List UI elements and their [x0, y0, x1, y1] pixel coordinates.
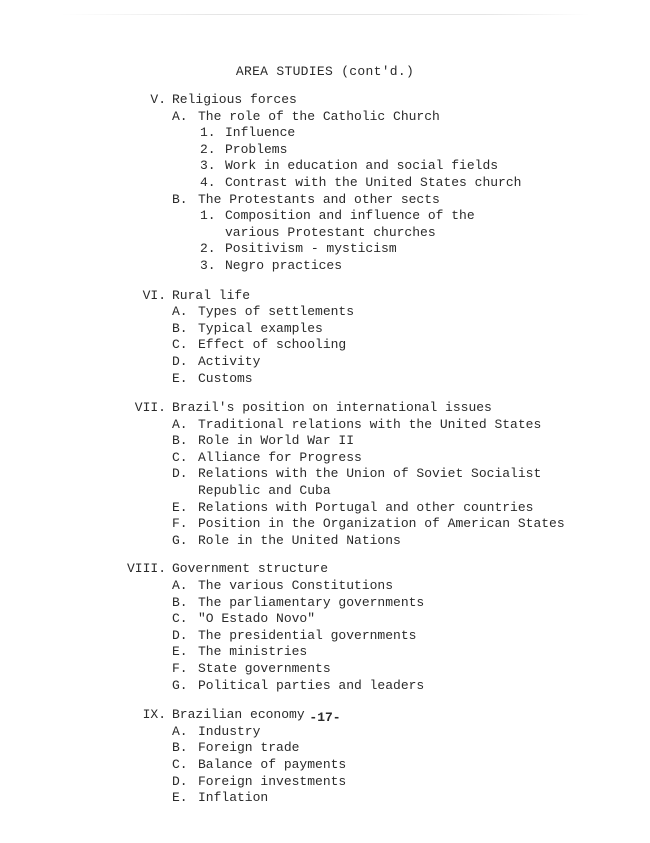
outline-subitem — [0, 142, 650, 159]
outline-subitem — [0, 208, 650, 241]
item-text: Foreign investments — [198, 773, 347, 789]
item-text: Foreign trade — [198, 740, 300, 756]
item-text: The parliamentary governments — [198, 594, 425, 610]
outline-subitem — [0, 125, 650, 142]
outline-item — [0, 774, 650, 791]
item-text: Traditional relations with the United States — [198, 416, 542, 432]
subitems — [0, 125, 650, 191]
item-letter: A. — [172, 723, 188, 739]
item-text: State governments — [198, 661, 331, 676]
subitem-number: 3. — [200, 158, 216, 174]
item-letter: B. — [172, 740, 188, 756]
item-letter: A. — [172, 304, 188, 320]
item-text: Typical examples — [198, 320, 323, 336]
spacer — [0, 549, 650, 561]
section-v — [0, 92, 650, 275]
item-letter: A. — [172, 578, 188, 594]
subitem-text: Influence — [225, 125, 296, 141]
item-letter: A. — [172, 416, 188, 432]
item-text: The Protestants and other sects — [198, 191, 440, 207]
item-letter: E. — [172, 644, 188, 660]
subitem-number: 2. — [200, 141, 216, 157]
subitem-text: Positivism - mysticism — [225, 241, 397, 257]
section-vi — [0, 288, 650, 388]
section-viii — [0, 561, 650, 694]
item-text: Relations with Portugal and other countries — [198, 499, 534, 515]
spacer — [0, 694, 650, 707]
section-number: VI. — [142, 287, 166, 303]
item-letter: E. — [172, 499, 188, 515]
section-items — [0, 417, 650, 550]
item-letter: B. — [172, 594, 188, 610]
item-text: Customs — [198, 370, 253, 386]
page-title: AREA STUDIES (cont'd.) — [235, 64, 415, 79]
outline-item — [0, 466, 650, 499]
subitem-text: Composition and influence of the various Protestant churches — [225, 208, 475, 240]
item-letter: G. — [172, 677, 188, 693]
outline-subitem — [0, 258, 650, 275]
outline-item — [0, 628, 650, 645]
outline-item — [0, 757, 650, 774]
item-text: Alliance for Progress — [198, 449, 362, 465]
page-number: -17- — [309, 710, 341, 725]
subitem-number: 3. — [200, 257, 216, 273]
item-text: Inflation — [198, 790, 269, 806]
outline-item — [0, 337, 650, 354]
item-letter: D. — [172, 773, 188, 789]
outline-item — [0, 661, 650, 678]
item-text: The role of the Catholic Church — [198, 108, 440, 124]
section-items — [0, 724, 650, 807]
scan-artifact-line — [60, 14, 590, 15]
outline-item — [0, 516, 650, 533]
outline-item — [0, 533, 650, 550]
spacer — [0, 275, 650, 288]
item-letter: E. — [172, 370, 188, 386]
item-letter: A. — [172, 108, 188, 124]
subitem-text: Work in education and social fields — [225, 158, 499, 174]
item-letter: C. — [172, 611, 188, 627]
item-letter: B. — [172, 191, 188, 207]
item-text: Effect of schooling — [198, 337, 347, 353]
outline-item — [0, 611, 650, 628]
item-text: Balance of payments — [198, 756, 347, 772]
outline-subitem — [0, 158, 650, 175]
section-title: Government structure — [172, 561, 329, 577]
section-items — [0, 304, 650, 387]
item-letter: F. — [172, 661, 188, 676]
item-letter: D. — [172, 466, 188, 482]
subitem-number: 4. — [200, 174, 216, 190]
item-letter: D. — [172, 627, 188, 643]
outline-item — [0, 644, 650, 661]
item-text: Role in World War II — [198, 433, 355, 449]
outline-item — [0, 790, 650, 807]
subitem-text: Problems — [225, 141, 288, 157]
outline-item — [0, 192, 650, 275]
outline-item — [0, 500, 650, 517]
item-letter: B. — [172, 433, 188, 449]
section-title: Brazil's position on international issues — [172, 400, 492, 416]
subitem-number: 1. — [200, 125, 216, 141]
outline-item — [0, 433, 650, 450]
item-letter: F. — [172, 516, 188, 532]
outline-item — [0, 371, 650, 388]
outline-item — [0, 417, 650, 434]
subitem-number: 1. — [200, 208, 216, 224]
item-letter: G. — [172, 532, 188, 548]
outline-item — [0, 740, 650, 757]
outline-item — [0, 578, 650, 595]
item-text: Relations with the Union of Soviet Socialist Republic and Cuba — [198, 466, 542, 499]
item-letter: B. — [172, 320, 188, 336]
section-number: V. — [150, 92, 166, 107]
outline-item — [0, 724, 650, 741]
item-text: Role in the United Nations — [198, 532, 401, 548]
item-text: Political parties and leaders — [198, 677, 425, 693]
item-letter: C. — [172, 337, 188, 353]
outline-subitem — [0, 241, 650, 258]
item-text: The presidential governments — [198, 627, 417, 643]
item-letter: C. — [172, 756, 188, 772]
spacer — [0, 387, 650, 400]
section-number: VII. — [134, 400, 166, 416]
section-title: Brazilian economy — [172, 707, 305, 723]
subitem-text: Contrast with the United States church — [225, 174, 522, 190]
item-text: Position in the Organization of American States — [198, 516, 565, 532]
subitems — [0, 208, 650, 274]
outline-item — [0, 678, 650, 695]
section-title: Rural life — [172, 287, 251, 303]
section-vii — [0, 400, 650, 549]
item-letter: C. — [172, 449, 188, 465]
subitem-text: Negro practices — [225, 257, 343, 273]
outline-item — [0, 321, 650, 338]
subitem-number: 2. — [200, 241, 216, 257]
outline-item — [0, 109, 650, 192]
item-letter: E. — [172, 790, 188, 806]
outline — [0, 92, 650, 807]
section-items — [0, 109, 650, 275]
section-title: Religious forces — [172, 92, 297, 107]
item-text: "O Estado Novo" — [198, 611, 316, 627]
section-number: IX. — [142, 707, 166, 723]
item-text: Industry — [198, 723, 261, 739]
section-number: VIII. — [126, 561, 166, 577]
outline-subitem — [0, 175, 650, 192]
item-text: Types of settlements — [198, 304, 355, 320]
outline-item — [0, 595, 650, 612]
outline-item — [0, 354, 650, 371]
item-letter: D. — [172, 353, 188, 369]
outline-item — [0, 450, 650, 467]
item-text: The ministries — [198, 644, 308, 660]
section-items — [0, 578, 650, 694]
outline-item — [0, 304, 650, 321]
item-text: Activity — [198, 353, 261, 369]
item-text: The various Constitutions — [198, 578, 394, 594]
